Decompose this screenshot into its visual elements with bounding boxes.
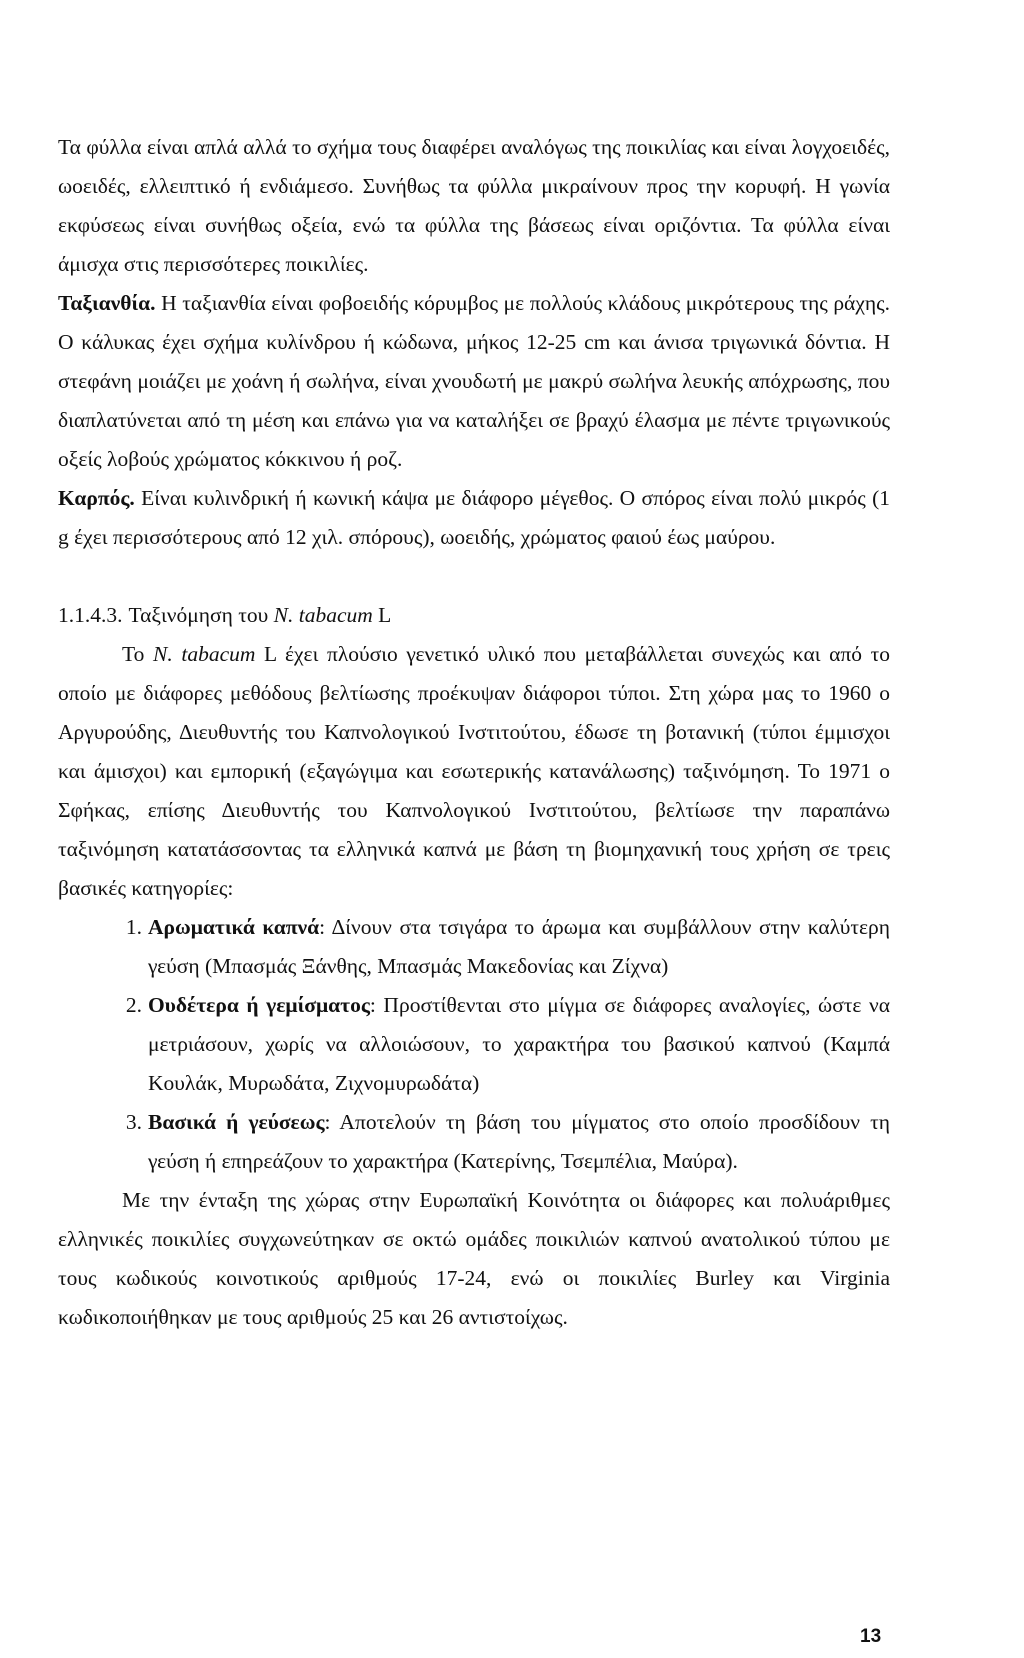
section-heading [58,596,890,635]
section-species: N. tabacum [273,603,373,627]
list-item-text: : Δίνουν στα τσιγάρα το άρωμα και συμβάλλουν στην καλύτερη γεύση (Μπασμάς Ξάνθης, Μπασμάς Μακεδονίας και Ζίχνα) [148,915,890,978]
list-item-term: Βασικά ή γεύσεως [148,1110,325,1134]
paragraph-eu-integration: Με την ένταξη της χώρας στην Ευρωπαϊκή Κοινότητα οι διάφορες και πολυάριθμες ελληνικές ποικιλίες συγχωνεύτηκαν σε οκτώ ομάδες ποικιλιών καπνού ανατολικού τύπου με τους κωδικούς κοινοτικούς αριθμούς 17-24, ενώ οι ποικιλίες Burley και Virginia κωδικοποιήθηκαν με τους αριθμούς 25 και 26 αντιστοίχως. [58,1188,890,1329]
inflorescence-text: Η ταξιανθία είναι φοβοειδής κόρυμβος με πολλούς κλάδους μικρότερους της ράχης. Ο κάλυκας έχει σχήμα κυλίνδρου ή κώδωνα, μήκος 12-25 cm και άνισα τριγωνικά δόντια. Η στεφάνη μοιάζει με χοάνη ή σωλήνα, είναι χνουδωτή με μακρύ σωλήνα λευκής απόχρωσης, που διαπλατύνεται από τη μέση και επάνω για να καταλήξει σε βραχύ έλασμα με πέντε τριγωνικούς οξείς λοβούς χρώματος κόκκινου ή ροζ. [58,291,890,471]
term-fruit: Καρπός. [58,486,135,510]
classification-species: N. tabacum [153,642,256,666]
paragraph-inflorescence [58,284,890,479]
fruit-text: Είναι κυλινδρική ή κωνική κάψα με διάφορο μέγεθος. Ο σπόρος είναι πολύ μικρός (1 g έχει περισσότερους από 12 χιλ. σπόρους), ωοειδής, χρώματος φαιού έως μαύρου. [58,486,890,549]
section-suffix: L [372,603,392,627]
list-item [58,1103,890,1181]
list-item-text: : Αποτελούν τη βάση του μίγματος στο οποίο προσδίδουν τη γεύση ή επηρεάζουν το χαρακτήρα (Κατερίνης, Τσεμπέλια, Μαύρα). [148,1110,890,1173]
section-title: Ταξινόμηση του [128,603,269,627]
list-item-text: : Προστίθενται στο μίγμα σε διάφορες αναλογίες, ώστε να μετριάσουν, χωρίς να αλλοιώσουν, το χαρακτήρα του βασικού καπνού (Καμπά Κουλάκ, Μυρωδάτα, Ζιχνομυρωδάτα) [148,993,891,1095]
category-list [58,908,890,1181]
classification-pre: Το [122,642,154,666]
paragraph-classification [58,635,890,908]
list-item-term: Αρωματικά καπνά [148,915,320,939]
paragraph-leaves: Τα φύλλα είναι απλά αλλά το σχήμα τους διαφέρει αναλόγως της ποικιλίας και είναι λογχοειδές, ωοειδές, ελλειπτικό ή ενδιάμεσο. Συνήθως τα φύλλα μικραίνουν προς την κορυφή. Η γωνία εκφύσεως είναι συνήθως οξεία, ενώ τα φύλλα της βάσεως είναι οριζόντια. Τα φύλλα είναι άμισχα στις περισσότερες ποικιλίες. [58,135,890,276]
list-item-number: 1. [125,915,142,939]
section-number: 1.1.4.3. [58,603,123,627]
list-item-number: 2. [125,993,142,1017]
list-item-number: 3. [125,1110,142,1134]
document-page [58,128,890,1337]
list-item [58,986,890,1103]
term-inflorescence: Ταξιανθία. [58,291,156,315]
list-item [58,908,890,986]
list-item-term: Ουδέτερα ή γεμίσματος [148,993,370,1017]
classification-text: L έχει πλούσιο γενετικό υλικό που μεταβάλλεται συνεχώς και από το οποίο με διάφορες μεθόδους βελτίωσης προέκυψαν διάφοροι τύποι. Στη χώρα μας το 1960 ο Αργυρούδης, Διευθυντής του Καπνολογικού Ινστιτούτου, έδωσε τη βοτανική (τύποι έμμισχοι και άμισχοι) και εμπορική (εξαγώγιμα και εσωτερικής κατανάλωσης) ταξινόμηση. Το 1971 ο Σφήκας, επίσης Διευθυντής του Καπνολογικού Ινστιτούτου, βελτίωσε την παραπάνω ταξινόμηση κατατάσσοντας τα ελληνικά καπνά με βάση τη βιομηχανική τους χρήση σε τρεις βασικές κατηγορίες: [58,642,890,900]
paragraph-fruit [58,479,890,557]
page-number: 13 [860,1626,882,1647]
